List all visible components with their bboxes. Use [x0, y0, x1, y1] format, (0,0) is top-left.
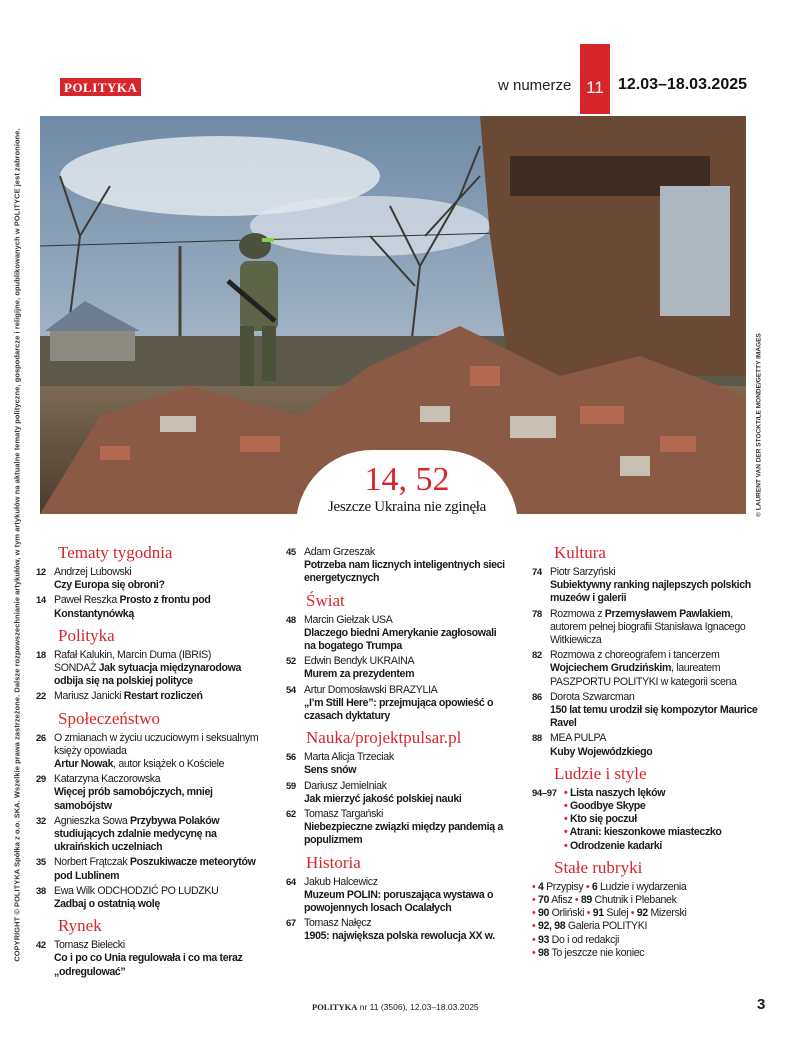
lead: Rozmowa z choreografem i tancerzem: [550, 649, 720, 662]
feature-title: Jeszcze Ukraina nie zginęła: [327, 499, 487, 515]
toc-entry[interactable]: [36, 732, 266, 772]
footer-logo: POLITYKA: [312, 1002, 358, 1012]
author: Adam Grzeszak: [304, 546, 375, 558]
author: Edwin Bendyk: [304, 655, 367, 668]
page-number: 48: [286, 614, 296, 626]
author: Katarzyna Kaczorowska: [54, 773, 161, 786]
regular-row[interactable]: • 70 Afisz • 89 Chutnik i Plebanek: [532, 894, 677, 907]
title: Niebezpieczne związki między pandemią a populizmem: [304, 821, 503, 847]
author: Dorota Szwarcman: [550, 690, 635, 703]
toc-entry[interactable]: [532, 649, 758, 689]
toc-entry[interactable]: [286, 614, 510, 654]
issue-dates: 12.03–18.03.2025: [618, 76, 748, 93]
copyright-notice: COPYRIGHT © POLITYKA Spółka z o.o. SKA. Wszelkie prawa zastrzeżone. Dalsze rozpowszechnianie artykułów, w tym artykułów na aktualne tematy polityczne, gospodarcze i religijne, opublikowanych w POLITYCE jest zabronione.: [12, 128, 22, 962]
author: Norbert Frątczak: [54, 856, 128, 869]
toc-entry[interactable]: [286, 655, 510, 681]
section-heading: Świat: [306, 590, 345, 610]
section-heading: Społeczeństwo: [58, 708, 160, 728]
issue-number-badge: 11: [580, 44, 610, 114]
toc-entry[interactable]: [286, 684, 510, 724]
toc-entry[interactable]: [36, 773, 266, 813]
page-number: 45: [286, 547, 296, 558]
kicker: BRAZYLIA: [388, 683, 438, 696]
toc-entry[interactable]: [532, 608, 758, 648]
title-rest: , autor książek o Kościele: [113, 758, 225, 771]
lead: O zmianach w życiu uczuciowym i seksualnym księży opowiada: [54, 731, 259, 757]
kicker: ODCHODZIĆ PO LUDZKU: [97, 884, 219, 897]
toc-entry[interactable]: [286, 751, 510, 777]
toc-entry[interactable]: [36, 690, 266, 703]
contents-column-2: [286, 546, 510, 946]
toc-entry[interactable]: [532, 566, 758, 606]
contents-column-3: [532, 538, 758, 960]
title: Przemysławem Pawlakiem: [604, 607, 731, 620]
title: Czy Europa się obroni?: [54, 579, 165, 592]
page-number-label: 3: [757, 996, 766, 1013]
author: Rafał Kalukin, Marcin Duma (IBRIS): [54, 648, 212, 661]
title: Przybywa Polaków studiujących zdalnie medycynę na ukraińskich uczelniach: [54, 814, 220, 854]
title: Sens snów: [304, 764, 357, 777]
toc-entry[interactable]: [36, 885, 266, 911]
author: Tomasz Nałęcz: [304, 917, 372, 930]
page-number: 52: [286, 656, 296, 668]
toc-entry[interactable]: [36, 594, 266, 620]
section-heading: Tematy tygodnia: [58, 543, 173, 562]
lifestyle-list: [532, 787, 758, 853]
page-number: 18: [36, 649, 46, 661]
polityka-logo[interactable]: POLITYKA: [60, 78, 141, 96]
title: 150 lat temu urodził się kompozytor Maurice Ravel: [550, 704, 758, 730]
photo-credit: © LAURENT VAN DER STOCKT/LE MONDE/GETTY IMAGES: [755, 333, 763, 517]
kicker: SONDAŻ: [54, 662, 97, 675]
page-number: 22: [36, 691, 46, 703]
page-number: 67: [286, 918, 296, 930]
section-heading: Nauka/projektpulsar.pl: [306, 728, 462, 748]
author: Jakub Halcewicz: [304, 875, 378, 888]
title-rest: , autorem pełnej biografii Stanisława Ignacego Witkiewicza: [550, 607, 746, 647]
toc-entry[interactable]: [36, 815, 266, 855]
page-number: 78: [532, 608, 542, 620]
page-number: 74: [532, 567, 542, 578]
kicker: USA: [371, 613, 393, 626]
lead: Rozmowa z: [550, 607, 603, 620]
author: Ewa Wilk: [54, 884, 95, 897]
author: Artur Domosławski: [304, 683, 387, 696]
regular-row[interactable]: • 90 Orliński • 91 Sulej • 92 Mizerski: [532, 907, 687, 920]
page-number: 35: [36, 857, 46, 869]
title: Muzeum POLIN: poruszająca wystawa o powojennych losach Ocalałych: [304, 888, 494, 915]
toc-entry[interactable]: [286, 876, 510, 916]
page-number: 54: [286, 684, 296, 696]
lifestyle-item[interactable]: • Goodbye Skype: [564, 800, 646, 813]
feature-pages: 14, 52: [364, 461, 450, 498]
author: Tomasz Bielecki: [54, 939, 125, 952]
section-heading: Polityka: [58, 625, 115, 645]
title: Artur Nowak: [54, 758, 114, 771]
toc-entry[interactable]: [286, 917, 510, 943]
page-number: 82: [532, 650, 542, 662]
page-number: 42: [36, 940, 46, 952]
section-heading: Stałe rubryki: [554, 857, 643, 877]
title: Dlaczego biedni Amerykanie zagłosowali na bogatego Trumpa: [304, 626, 497, 653]
author: Tomasz Targański: [304, 808, 383, 821]
page-number: 32: [36, 815, 46, 827]
title: Restart rozliczeń: [123, 690, 203, 703]
title: Subiektywny ranking najlepszych polskich muzeów i galerii: [550, 579, 751, 605]
lifestyle-item[interactable]: • Kto się poczuł: [564, 813, 637, 826]
page-number: 14: [36, 595, 46, 607]
title: Zadbaj o ostatnią wolę: [54, 898, 160, 911]
author: Mariusz Janicki: [54, 690, 122, 703]
author: Marta Alicja Trzeciak: [304, 751, 394, 764]
author: Paweł Reszka: [54, 594, 117, 607]
page-number: 29: [36, 774, 46, 786]
title: Prosto z frontu pod Konstantynówką: [54, 594, 211, 620]
regular-row[interactable]: • 4 Przypisy • 6 Ludzie i wydarzenia: [532, 880, 687, 893]
toc-entry[interactable]: [36, 649, 266, 689]
author: Piotr Sarzyński: [550, 566, 616, 578]
regular-row[interactable]: • 92, 98 Galeria POLITYKI: [532, 920, 648, 933]
page-number: 12: [36, 567, 46, 578]
regular-columns-list: [532, 881, 758, 960]
page-number: 62: [286, 809, 296, 821]
lifestyle-item[interactable]: • Odrodzenie kadarki: [564, 839, 662, 852]
title: Jak sytuacja międzynarodowa odbija się na polskiej polityce: [54, 662, 242, 688]
author: Andrzej Lubowski: [54, 566, 132, 578]
title: Kuby Wojewódzkiego: [550, 745, 653, 758]
contents-column-1: [36, 538, 266, 981]
lifestyle-item[interactable]: • Lista naszych lęków: [564, 786, 666, 799]
regular-row[interactable]: • 93 Do i od redakcji: [532, 933, 620, 946]
author: Marcin Giełzak: [304, 613, 370, 626]
column-name: MEA PULPA: [550, 732, 607, 745]
page-number: 88: [532, 733, 542, 745]
page-number: 86: [532, 691, 542, 703]
lifestyle-pages: 94–97: [532, 787, 557, 799]
title: Co i po co Unia regulowała i co ma teraz „odregulować”: [54, 952, 243, 978]
feature-teaser[interactable]: [296, 450, 518, 526]
footer-issue: nr 11 (3506), 12.03–18.03.2025: [359, 1002, 479, 1012]
section-heading: Ludzie i style: [554, 763, 647, 783]
page-number: 56: [286, 752, 296, 764]
page-number: 26: [36, 732, 46, 744]
section-heading: Rynek: [58, 916, 102, 936]
toc-entry[interactable]: [286, 780, 510, 806]
toc-entry[interactable]: [286, 808, 510, 848]
page-footer: [312, 1002, 479, 1012]
toc-entry[interactable]: [532, 732, 758, 758]
title: Wojciechem Grudzińskim: [550, 662, 672, 675]
toc-entry[interactable]: [36, 939, 266, 979]
toc-entry[interactable]: [36, 566, 266, 592]
page-number: 59: [286, 780, 296, 792]
title: Murem za prezydentem: [304, 668, 415, 681]
title: Więcej prób samobójczych, mniej samobójstw: [54, 786, 213, 812]
title: Potrzeba nam licznych inteligentnych sieci energetycznych: [304, 559, 505, 585]
section-heading: Kultura: [554, 543, 606, 562]
author: Agnieszka Sowa: [54, 814, 128, 827]
toc-entry[interactable]: [36, 856, 266, 882]
author: Dariusz Jemielniak: [304, 779, 387, 792]
title: 1905: największa polska rewolucja XX w.: [304, 930, 495, 943]
title: „I’m Still Here”: przejmująca opowieść o czasach dyktatury: [304, 696, 494, 723]
in-number-label: w numerze: [498, 77, 572, 94]
toc-entry[interactable]: [286, 546, 510, 586]
page-number: 64: [286, 876, 296, 888]
toc-entry[interactable]: [532, 691, 758, 731]
section-heading: Historia: [306, 852, 361, 872]
title: Jak mierzyć jakość polskiej nauki: [304, 792, 462, 805]
title-rest: , laureatem PASZPORTU POLITYKI w kategorii scena: [550, 662, 737, 688]
regular-row[interactable]: • 98 To jeszcze nie koniec: [532, 946, 645, 959]
kicker: UKRAINA: [369, 655, 415, 668]
title: Poszukiwacze meteorytów pod Lublinem: [54, 856, 256, 882]
lifestyle-item[interactable]: • Atrani: kieszonkowe miasteczko: [564, 826, 722, 839]
page-number: 38: [36, 885, 46, 897]
